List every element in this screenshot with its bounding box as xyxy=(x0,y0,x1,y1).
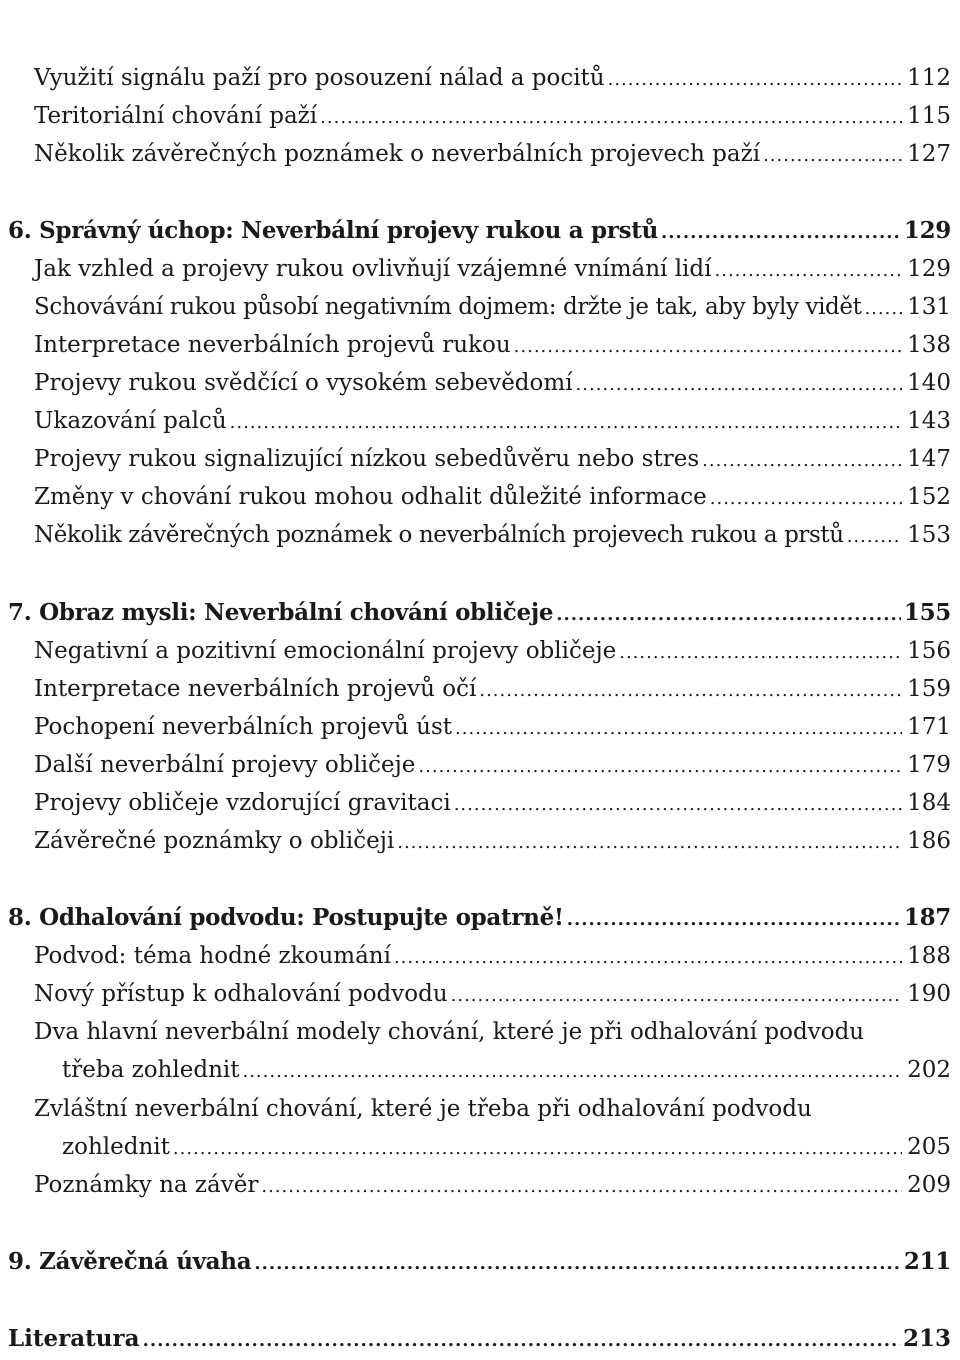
toc-entry-continuation[interactable] xyxy=(0,1053,960,1091)
toc-chapter-8[interactable] xyxy=(0,901,960,939)
dot-leader xyxy=(864,292,902,326)
toc-page-number: 131 xyxy=(907,294,951,320)
dot-leader xyxy=(576,368,902,402)
toc-entry-label: Nový přístup k odhalování podvodu xyxy=(34,981,448,1007)
toc-entry[interactable] xyxy=(0,518,960,556)
dot-leader xyxy=(847,520,902,554)
toc-entry[interactable] xyxy=(0,786,960,824)
toc-chapter-9[interactable] xyxy=(0,1245,960,1283)
toc-entry[interactable] xyxy=(0,1168,960,1206)
dot-leader xyxy=(710,482,902,516)
dot-leader xyxy=(763,139,902,173)
toc-entry-label: Projevy rukou signalizující nízkou sebedůvěru nebo stres xyxy=(34,446,700,472)
toc-entry[interactable] xyxy=(0,480,960,518)
toc-chapter-label: 7. Obraz mysli: Neverbální chování obličeje xyxy=(8,599,554,626)
toc-page-number: 187 xyxy=(903,904,951,931)
toc-entry-label: Několik závěrečných poznámek o neverbálních projevech rukou a prstů xyxy=(34,522,844,548)
toc-page-number: 127 xyxy=(907,141,951,167)
dot-leader xyxy=(715,254,903,288)
toc-page-number: 112 xyxy=(907,65,951,91)
toc-entry[interactable] xyxy=(0,977,960,1015)
toc-entry-label: Využití signálu paží pro posouzení nálad a pocitů xyxy=(34,65,605,91)
dot-leader xyxy=(567,903,901,937)
dot-leader xyxy=(619,636,902,670)
toc-entry[interactable] xyxy=(0,672,960,710)
dot-leader xyxy=(254,1247,901,1281)
toc-entry-label: Pochopení neverbálních projevů úst xyxy=(34,714,453,740)
toc-entry-label: Negativní a pozitivní emocionální projevy obličeje xyxy=(34,638,617,664)
toc-page-number: 143 xyxy=(907,408,951,434)
toc-page-number: 213 xyxy=(902,1325,951,1352)
toc-page-number: 129 xyxy=(907,256,951,282)
toc-page-number: 184 xyxy=(907,790,951,816)
toc-entry[interactable] xyxy=(0,328,960,366)
toc-chapter-label: 9. Závěrečná úvaha xyxy=(8,1248,252,1275)
toc-entry[interactable] xyxy=(0,748,960,786)
toc-entry[interactable] xyxy=(0,366,960,404)
toc-entry[interactable] xyxy=(0,939,960,977)
toc-entry[interactable] xyxy=(0,634,960,672)
toc-entry-label: Teritoriální chování paží xyxy=(34,103,318,129)
toc-entry-label: Několik závěrečných poznámek o neverbálních projevech paží xyxy=(34,141,761,167)
toc-entry[interactable] xyxy=(0,824,960,862)
toc-entry[interactable] xyxy=(0,1015,960,1053)
toc-entry-continuation[interactable] xyxy=(0,1130,960,1168)
toc-chapter-label: 6. Správný úchop: Neverbální projevy rukou a prstů xyxy=(8,217,659,244)
dot-leader xyxy=(608,63,902,97)
toc-page-number: 186 xyxy=(907,828,951,854)
toc-page-number: 211 xyxy=(903,1248,951,1275)
toc-entry-label: Ukazování palců xyxy=(34,408,227,434)
toc-page-number: 159 xyxy=(907,676,951,702)
toc-entry-label: Schovávání rukou působí negativním dojmem: držte je tak, aby byly vidět xyxy=(34,294,862,320)
toc-entry[interactable] xyxy=(0,442,960,480)
toc-entry-label: Poznámky na závěr xyxy=(34,1172,259,1198)
dot-leader xyxy=(143,1324,900,1358)
dot-leader xyxy=(397,826,902,860)
dot-leader xyxy=(556,598,901,632)
dot-leader xyxy=(454,788,902,822)
toc-page-number: 209 xyxy=(907,1172,951,1198)
dot-leader xyxy=(514,330,902,364)
toc-entry-label: Zvláštní neverbální chování, které je třeba při odhalování podvodu xyxy=(34,1096,812,1122)
dot-leader xyxy=(702,444,902,478)
toc-page-number: 153 xyxy=(907,522,951,548)
toc-page-number: 202 xyxy=(907,1057,951,1083)
toc-entry[interactable] xyxy=(0,404,960,442)
toc-entry-label: Další neverbální projevy obličeje xyxy=(34,752,416,778)
dot-leader xyxy=(320,101,902,135)
toc-literature[interactable] xyxy=(0,1322,960,1360)
toc-entry-label: zohlednit xyxy=(62,1134,170,1160)
toc-entry-label: Interpretace neverbálních projevů očí xyxy=(34,676,477,702)
toc-page-number: 147 xyxy=(907,446,951,472)
toc-entry-label: Změny v chování rukou mohou odhalit důležité informace xyxy=(34,484,707,510)
toc-page-number: 188 xyxy=(907,943,951,969)
toc-entry-label: Jak vzhled a projevy rukou ovlivňují vzájemné vnímání lidí xyxy=(34,256,712,282)
toc-entry[interactable] xyxy=(0,710,960,748)
toc-page-number: 156 xyxy=(907,638,951,664)
toc-entry-label: Interpretace neverbálních projevů rukou xyxy=(34,332,511,358)
toc-chapter-7[interactable] xyxy=(0,596,960,634)
toc-entry-label: Projevy rukou svědčící o vysokém sebevědomí xyxy=(34,370,573,396)
toc-entry-label: třeba zohlednit xyxy=(62,1057,240,1083)
toc-entry-label: Podvod: téma hodné zkoumání xyxy=(34,943,391,969)
toc-page-number: 190 xyxy=(907,981,951,1007)
toc-page-number: 171 xyxy=(907,714,951,740)
dot-leader xyxy=(261,1170,902,1204)
toc-entry[interactable] xyxy=(0,99,960,137)
toc-entry[interactable] xyxy=(0,61,960,99)
dot-leader xyxy=(230,406,902,440)
toc-entry[interactable] xyxy=(0,252,960,290)
toc-entry[interactable] xyxy=(0,1092,960,1130)
dot-leader xyxy=(451,979,902,1013)
toc-page-number: 155 xyxy=(903,599,951,626)
toc-entry[interactable] xyxy=(0,290,960,328)
dot-leader xyxy=(242,1055,902,1089)
toc-page-number: 140 xyxy=(907,370,951,396)
toc-page-number: 138 xyxy=(907,332,951,358)
dot-leader xyxy=(661,216,901,250)
toc-entry-label: Dva hlavní neverbální modely chování, které je při odhalování podvodu xyxy=(34,1019,865,1045)
dot-leader xyxy=(479,674,902,708)
toc-page-number: 152 xyxy=(907,484,951,510)
toc-chapter-6[interactable] xyxy=(0,214,960,252)
toc-entry[interactable] xyxy=(0,137,960,175)
toc-page-number: 115 xyxy=(907,103,951,129)
toc-entry-label: Závěrečné poznámky o obličeji xyxy=(34,828,395,854)
dot-leader xyxy=(394,941,902,975)
toc-chapter-label: 8. Odhalování podvodu: Postupujte opatrně! xyxy=(8,904,564,931)
toc-entry-label: Projevy obličeje vzdorující gravitaci xyxy=(34,790,451,816)
toc-page-number: 205 xyxy=(907,1134,951,1160)
toc-page-number: 129 xyxy=(903,217,951,244)
toc-chapter-label: Literatura xyxy=(8,1325,140,1352)
dot-leader xyxy=(418,750,902,784)
dot-leader xyxy=(455,712,902,746)
dot-leader xyxy=(173,1132,902,1166)
toc-page-number: 179 xyxy=(907,752,951,778)
